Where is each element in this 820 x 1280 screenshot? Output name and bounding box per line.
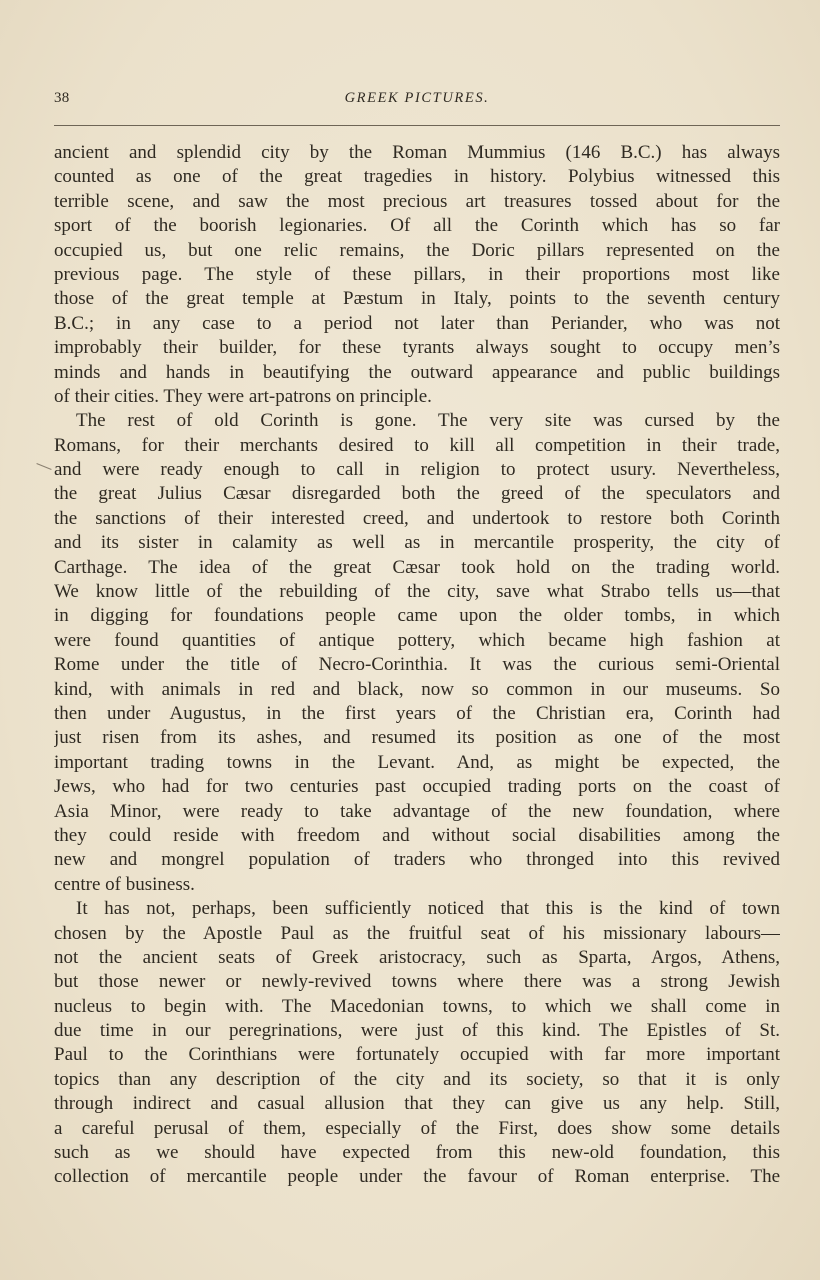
margin-mark: [36, 463, 51, 470]
text-line: minds and hands in beautifying the outward appearance and public buildings: [54, 361, 780, 383]
text-line: kind, with animals in red and black, now so common in our museums. So: [54, 678, 780, 700]
text-line: then under Augustus, in the first years of the Christian era, Corinth had: [54, 702, 780, 724]
page-header: [54, 90, 780, 114]
text-line: due time in our peregrinations, were just of this kind. The Epistles of St.: [54, 1020, 780, 1042]
page-number: 38: [54, 90, 70, 106]
text-line: and were ready enough to call in religion to protect usury. Nevertheless,: [54, 459, 780, 481]
text-line: topics than any description of the city and its society, so that it is only: [54, 1068, 780, 1090]
text-line: the great Julius Cæsar disregarded both the greed of the speculators and: [54, 483, 780, 505]
text-line: B.C.; in any case to a period not later than Periander, who was not: [54, 312, 780, 334]
text-line: those of the great temple at Pæstum in Italy, points to the seventh century: [54, 288, 780, 310]
text-line: Carthage. The idea of the great Cæsar took hold on the trading world.: [54, 556, 780, 578]
text-line: chosen by the Apostle Paul as the fruitful seat of his missionary labours—: [54, 922, 780, 944]
text-line: We know little of the rebuilding of the city, save what Strabo tells us—that: [54, 581, 780, 603]
text-line: Rome under the title of Necro-Corinthia. It was the curious semi-Oriental: [54, 654, 780, 676]
text-line: ancient and splendid city by the Roman Mummius (146 B.C.) has always: [54, 142, 780, 163]
text-line: It has not, perhaps, been sufficiently noticed that this is the kind of town: [76, 898, 780, 920]
text-line: such as we should have expected from this new-old foundation, this: [54, 1142, 780, 1164]
text-line: Romans, for their merchants desired to kill all competition in their trade,: [54, 434, 780, 456]
text-line: nucleus to begin with. The Macedonian towns, to which we shall come in: [54, 995, 780, 1017]
text-line: and its sister in calamity as well as in mercantile prosperity, the city of: [54, 532, 780, 554]
text-line: through indirect and casual allusion that they can give us any help. Still,: [54, 1093, 780, 1115]
text-line: but those newer or newly-revived towns where there was a strong Jewish: [54, 971, 780, 993]
text-line: Paul to the Corinthians were fortunately occupied with far more important: [54, 1044, 780, 1066]
text-line: just risen from its ashes, and resumed its position as one of the most: [54, 727, 780, 749]
text-line: not the ancient seats of Greek aristocracy, such as Sparta, Argos, Athens,: [54, 946, 780, 968]
text-line: previous page. The style of these pillars, in their proportions most like: [54, 263, 780, 285]
text-line: important trading towns in the Levant. And, as might be expected, the: [54, 751, 780, 773]
text-line: collection of mercantile people under the favour of Roman enterprise. The: [54, 1166, 780, 1188]
text-line: The rest of old Corinth is gone. The very site was cursed by the: [76, 410, 780, 432]
running-title: GREEK PICTURES.: [344, 90, 490, 106]
text-line: were found quantities of antique pottery, which became high fashion at: [54, 629, 780, 651]
text-line: of their cities. They were art-patrons on principle.: [54, 385, 432, 407]
header-rule: [54, 125, 780, 126]
text-line: Asia Minor, were ready to take advantage of the new foundation, where: [54, 800, 780, 822]
text-line: a careful perusal of them, especially of the First, does show some details: [54, 1117, 780, 1139]
body-text: [54, 141, 780, 1190]
text-line: counted as one of the great tragedies in history. Polybius witnessed this: [54, 166, 780, 188]
text-line: centre of business.: [54, 873, 195, 895]
text-line: in digging for foundations people came upon the older tombs, in which: [54, 605, 780, 627]
text-line: sport of the boorish legionaries. Of all the Corinth which has so far: [54, 215, 780, 237]
text-line: occupied us, but one relic remains, the Doric pillars represented on the: [54, 239, 780, 261]
text-line: terrible scene, and saw the most precious art treasures tossed about for the: [54, 190, 780, 212]
text-line: Jews, who had for two centuries past occupied trading ports on the coast of: [54, 776, 780, 798]
text-line: new and mongrel population of traders who thronged into this revived: [54, 849, 780, 871]
text-line: they could reside with freedom and without social disabilities among the: [54, 824, 780, 846]
text-line: the sanctions of their interested creed, and undertook to restore both Corinth: [54, 507, 780, 529]
text-line: improbably their builder, for these tyrants always sought to occupy men’s: [54, 337, 780, 359]
